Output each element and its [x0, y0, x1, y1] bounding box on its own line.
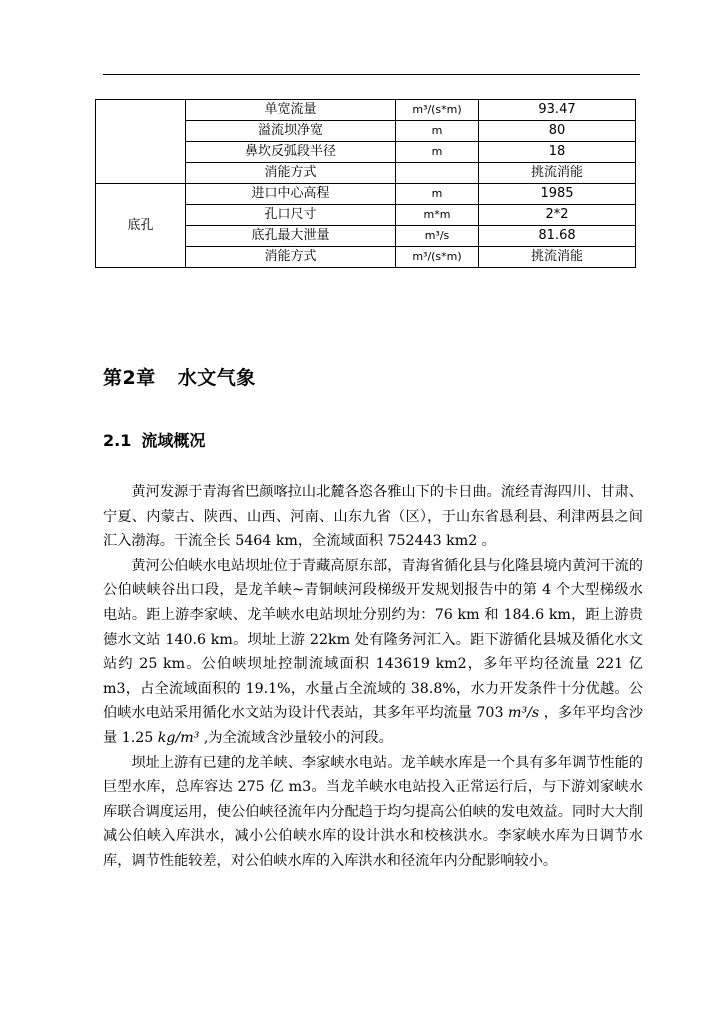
table-cell-unit: m³/(s*m): [396, 100, 479, 121]
table-cell-unit: m³/s: [396, 226, 479, 247]
header-rule: [103, 74, 640, 75]
table-cell-value: 2*2: [479, 205, 636, 226]
table-cell-name: 溢流坝净宽: [186, 121, 396, 142]
table-cell-name: 消能方式: [186, 247, 396, 268]
table-cell-name: 进口中心高程: [186, 184, 396, 205]
paragraph-text: ，多年平均含沙量 1.25: [103, 705, 644, 746]
paragraph: 坝址上游有已建的龙羊峡、李家峡水电站。龙羊峡水库是一个具有多年调节性能的巨型水库，总库容达 275 亿 m3。当龙羊峡水电站投入正常运行后，与下游刘家峡水库联合调度运用，使公伯峡径流年内分配趋于均匀提高公伯峡的发电效益。同时大大削减公伯峡入库洪水，减小公伯峡水库的设计洪水和校核洪水。李家峡水库为日调节水库，调节性能较差，对公伯峡水库的入库洪水和径流年内分配影响较小。: [103, 754, 643, 869]
table-cell-value: 挑流消能: [479, 163, 636, 184]
paragraph-text: 黄河公伯峡水电站坝址位于青藏高原东部，青海省循化县与化隆县境内黄河干流的公伯峡峡谷出口段，是龙羊峡~青铜峡河段梯级开发规划报告中的第 4 个大型梯级水电站。距上游李家峡、龙羊峡水电站坝址分别约为：76 km 和 184.6 km，距上游贵德水文站 140.6 km。坝址上游 22km 处有隆务河汇入。距下游循化县城及循化水文站约 25 km。公伯峡坝址控制流域面积 143619 km2，多年平均径流量 221 亿 m3，占全流域面积的 19.1%，水量占全流域的 38.8%，水力开发条件十分优越。公伯峡水电站采用循化水文站为设计代表站，其多年平均流量 703: [103, 557, 643, 722]
section-heading: [103, 428, 205, 451]
table-cell-value: 1985: [479, 184, 636, 205]
table-cell-value: 81.68: [479, 226, 636, 247]
table-cell-unit: [396, 163, 479, 184]
section-title: 流域概况: [141, 431, 206, 450]
chapter-title: 水文气象: [177, 367, 256, 389]
table-cell-name: 单宽流量: [186, 100, 396, 121]
paragraph: 黄河发源于青海省巴颜喀拉山北麓各恣各雅山下的卡日曲。流经青海四川、甘肃、宁夏、内蒙古、陕西、山西、河南、山东九省（区），于山东省恳利县、利津两县之间汇入渤海。干流全长 5464 km，全流域面积 752443 km2 。: [103, 484, 643, 550]
section-number: 2.1: [103, 431, 132, 450]
table-cell-unit: m: [396, 184, 479, 205]
chapter-number: 第2章: [103, 367, 156, 389]
paragraph: [103, 554, 643, 751]
parameter-table: [95, 99, 636, 268]
table-group-cell: 底孔: [96, 184, 186, 268]
table-cell-name: 底孔最大泄量: [186, 226, 396, 247]
unit-sediment: kg/m³: [157, 729, 200, 746]
table-row: [96, 184, 636, 205]
table-cell-unit: m*m: [396, 205, 479, 226]
chapter-heading: [103, 363, 256, 390]
unit-flow: m³/s: [507, 705, 540, 722]
table-group-cell-empty: [96, 100, 186, 184]
table-cell-value: 挑流消能: [479, 247, 636, 268]
table-cell-value: 93.47: [479, 100, 636, 121]
table-row: [96, 100, 636, 121]
table-cell-name: 消能方式: [186, 163, 396, 184]
table-cell-unit: m: [396, 121, 479, 142]
table-cell-unit: m³/(s*m): [396, 247, 479, 268]
table-cell-name: 鼻坎反弧段半径: [186, 142, 396, 163]
table-cell-value: 80: [479, 121, 636, 142]
table-cell-unit: m: [396, 142, 479, 163]
table-cell-value: 18: [479, 142, 636, 163]
body-text: [103, 480, 643, 874]
table-cell-name: 孔口尺寸: [186, 205, 396, 226]
paragraph-text: ,为全流域含沙量较小的河段。: [199, 729, 393, 746]
